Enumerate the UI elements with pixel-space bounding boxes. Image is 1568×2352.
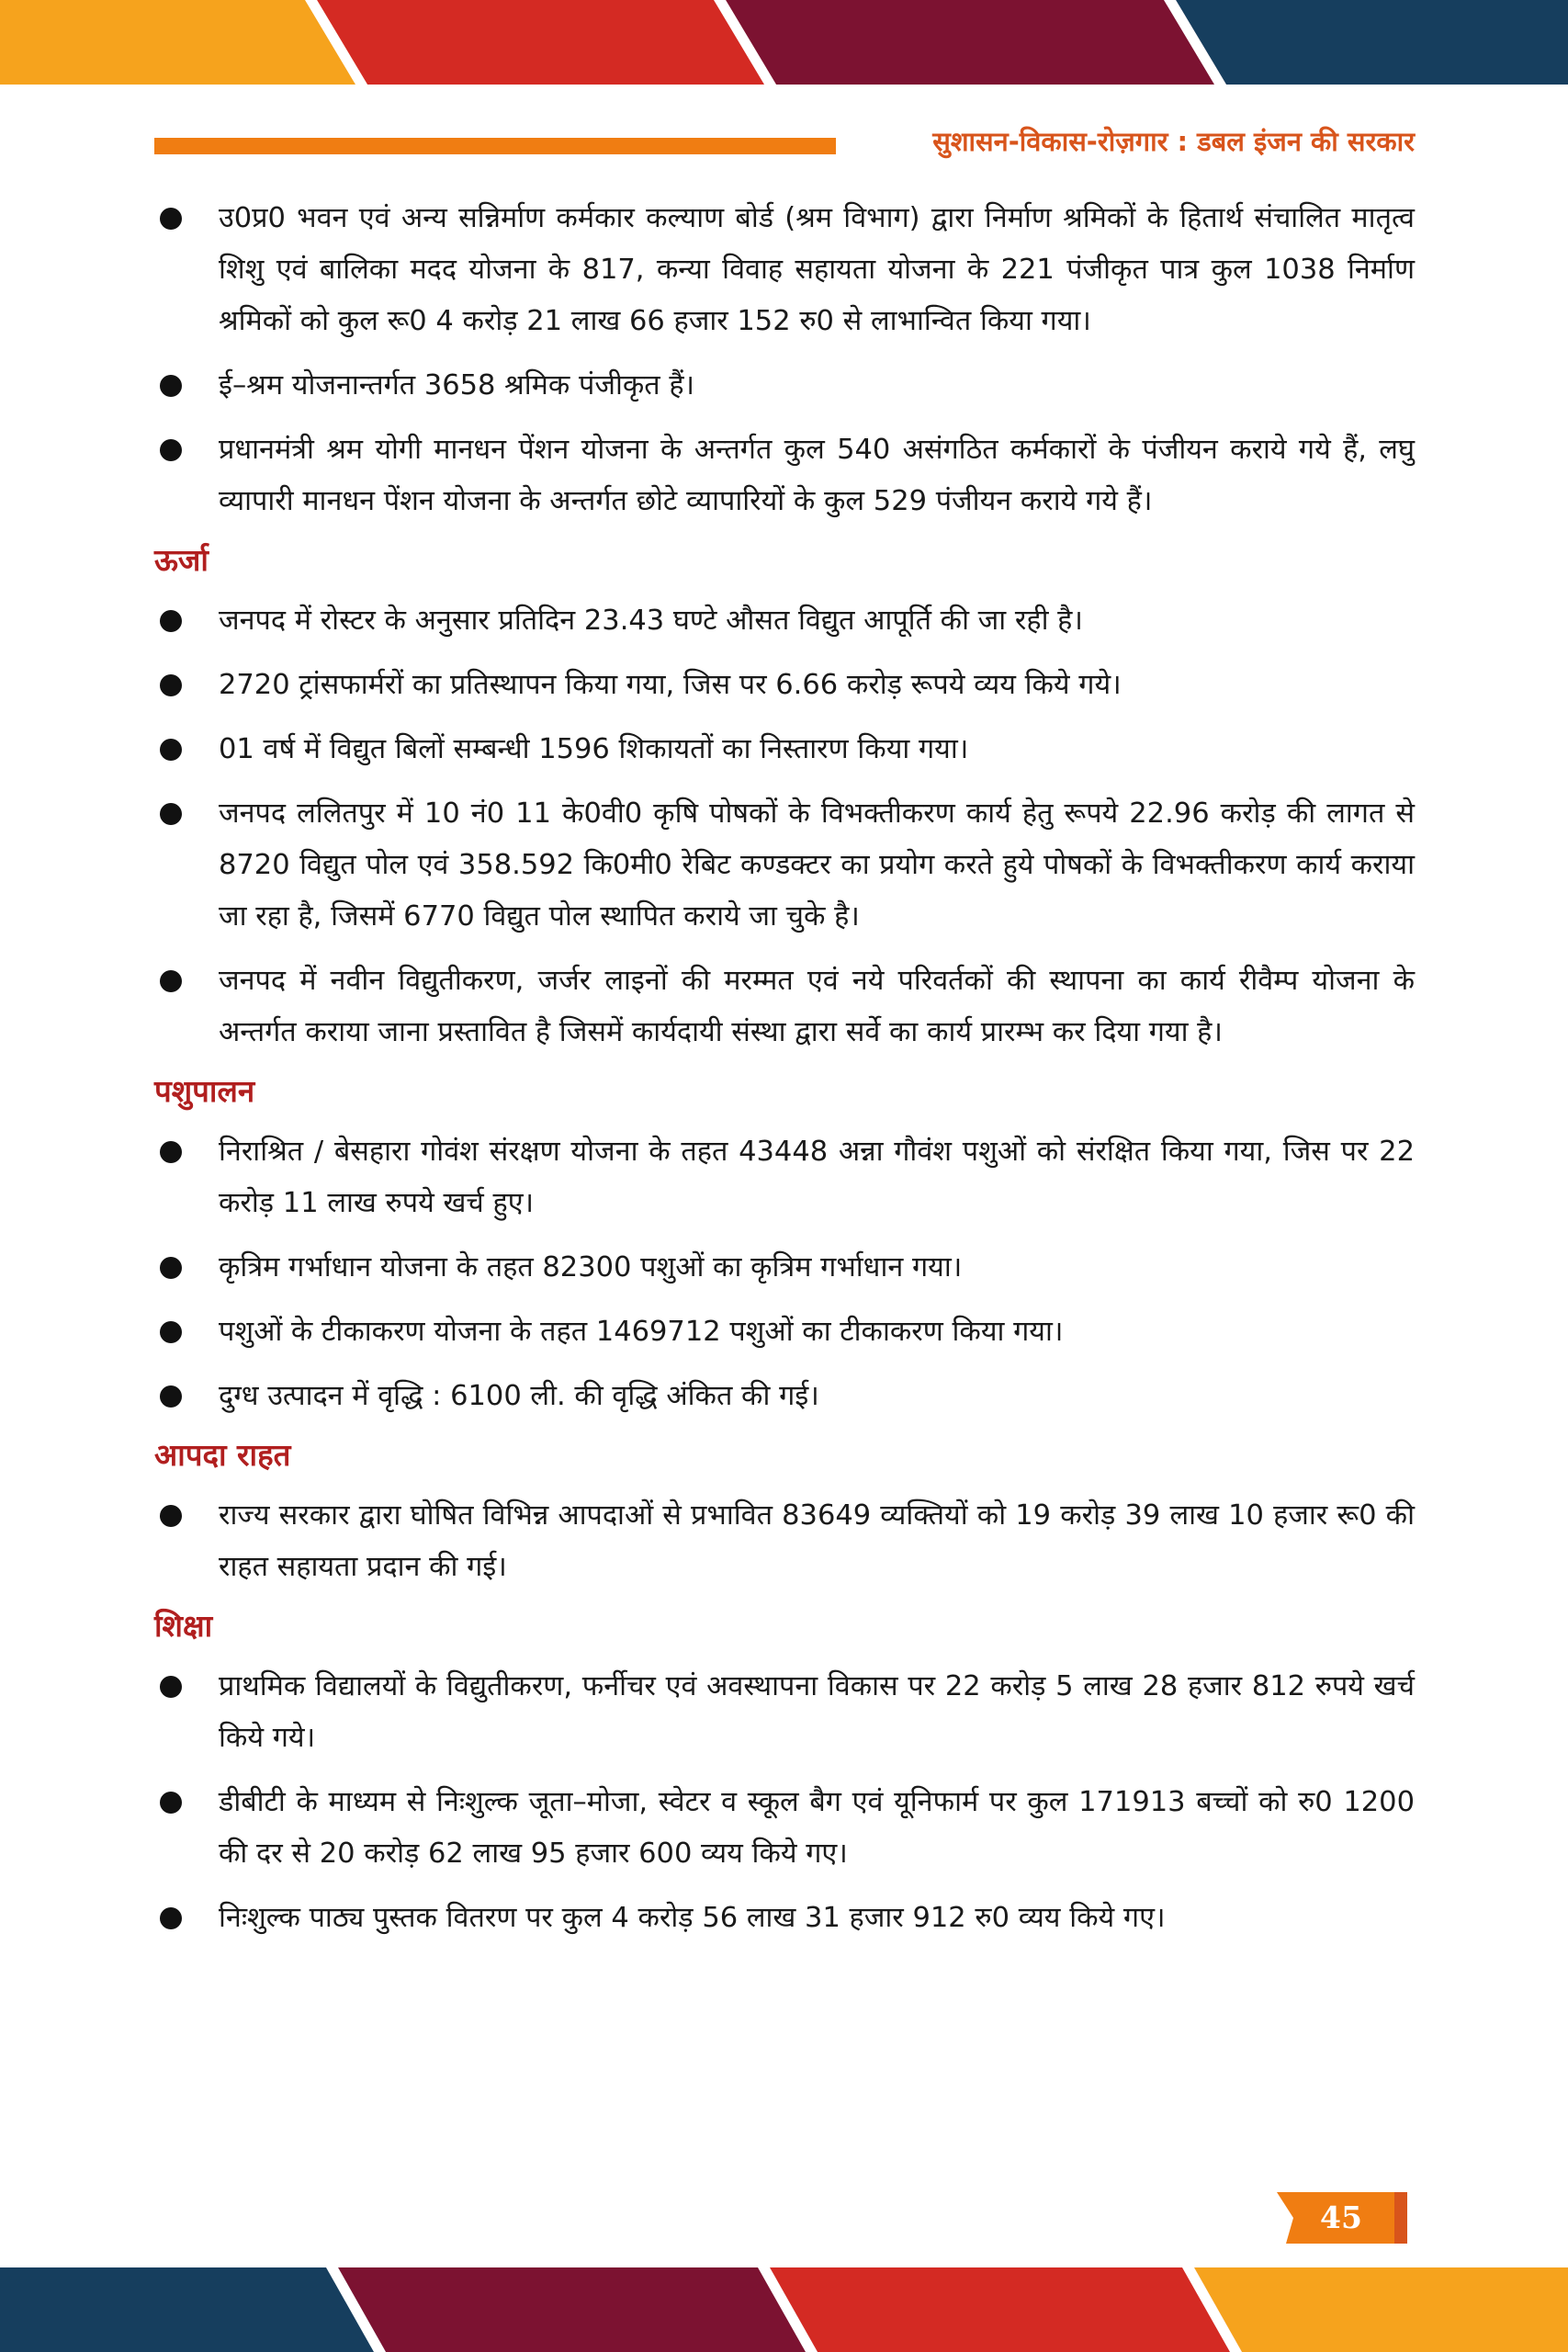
section-heading-animal-husbandry: पशुपालन [154,1073,255,1109]
running-header-title: सुशासन-विकास-रोज़गार : डबल इंजन की सरकार [932,126,1415,157]
bullet-icon [160,739,182,761]
disaster-relief-list [154,1490,1415,1593]
header-rule [154,138,836,154]
bullet-icon [160,610,182,632]
section-heading-education: शिक्षा [154,1608,213,1644]
bullet-icon [160,208,182,230]
list-item: जनपद में रोस्टर के अनुसार प्रतिदिन 23.43 घण्टे औसत विद्युत आपूर्ति की जा रही है। [154,595,1415,647]
list-item: उ0प्र0 भवन एवं अन्य सन्निर्माण कर्मकार कल्याण बोर्ड (श्रम विभाग) द्वारा निर्माण श्रमिकों के हितार्थ संचालित मातृत्व शिशु एवं बालिका मदद योजना के 817, कन्या विवाह सहायता योजना के 221 पंजीकृत पात्र कुल 1038 निर्माण श्रमिकों को कुल रू0 4 करोड़ 21 लाख 66 हजार 152 रु0 से लाभान्वित किया गया। [154,193,1415,347]
bullet-icon [160,1321,182,1343]
list-item: निःशुल्क पाठ्य पुस्तक वितरण पर कुल 4 करोड़ 56 लाख 31 हजार 912 रु0 व्यय किये गए। [154,1893,1415,1944]
top-decorative-band [0,0,1568,85]
bullet-icon [160,1505,182,1527]
page-number: 45 [1320,2199,1362,2235]
bullet-icon [160,1907,182,1929]
list-item: पशुओं के टीकाकरण योजना के तहत 1469712 पशुओं का टीकाकरण किया गया। [154,1306,1415,1358]
section-heading-disaster-relief: आपदा राहत [154,1437,291,1473]
energy-list [154,595,1415,1058]
bullet-icon [160,674,182,696]
bullet-icon [160,1257,182,1279]
bullet-icon [160,375,182,397]
list-item: जनपद में नवीन विद्युतीकरण, जर्जर लाइनों की मरम्मत एवं नये परिवर्तकों की स्थापना का कार्य रीवैम्प योजना के अन्तर्गत कराया जाना प्रस्तावित है जिसमें कार्यदायी संस्था द्वारा सर्वे का कार्य प्रारम्भ कर दिया गया है। [154,956,1415,1058]
list-item: जनपद ललितपुर में 10 नं0 11 के0वी0 कृषि पोषकों के विभक्तीकरण कार्य हेतु रूपये 22.96 करोड़ की लागत से 8720 विद्युत पोल एवं 358.592 कि0मी0 रेबिट कण्डक्टर का प्रयोग करते हुये पोषकों के विभक्तीकरण कार्य कराया जा रहा है, जिसमें 6770 विद्युत पोल स्थापित कराये जा चुके है। [154,788,1415,943]
education-list [154,1661,1415,1944]
list-item: प्रधानमंत्री श्रम योगी मानधन पेंशन योजना के अन्तर्गत कुल 540 असंगठित कर्मकारों के पंजीयन कराये गये हैं, लघु व्यापारी मानधन पेंशन योजना के अन्तर्गत छोटे व्यापारियों के कुल 529 पंजीयन कराये गये हैं। [154,424,1415,527]
list-item: डीबीटी के माध्यम से निःशुल्क जूता–मोजा, स्वेटर व स्कूल बैग एवं यूनिफार्म पर कुल 171913 बच्चों को रु0 1200 की दर से 20 करोड़ 62 लाख 95 हजार 600 व्यय किये गए। [154,1777,1415,1880]
bullet-icon [160,970,182,992]
bottom-decorative-band [0,2267,1568,2352]
bullet-icon [160,1792,182,1814]
bullet-icon [160,439,182,461]
intro-list [154,193,1415,527]
list-item: दुग्ध उत्पादन में वृद्धि : 6100 ली. की वृद्धि अंकित की गई। [154,1371,1415,1422]
bullet-icon [160,1141,182,1163]
section-heading-energy: ऊर्जा [154,542,209,578]
list-item: 2720 ट्रांसफार्मरों का प्रतिस्थापन किया गया, जिस पर 6.66 करोड़ रूपये व्यय किये गये। [154,660,1415,711]
animal-husbandry-list [154,1126,1415,1422]
list-item: राज्य सरकार द्वारा घोषित विभिन्न आपदाओं से प्रभावित 83649 व्यक्तियों को 19 करोड़ 39 लाख 10 हजार रू0 की राहत सहायता प्रदान की गई। [154,1490,1415,1593]
bullet-icon [160,803,182,825]
bullet-icon [160,1385,182,1408]
list-item: ई–श्रम योजनान्तर्गत 3658 श्रमिक पंजीकृत हैं। [154,360,1415,412]
list-item: 01 वर्ष में विद्युत बिलों सम्बन्धी 1596 शिकायतों का निस्तारण किया गया। [154,724,1415,775]
page-content [154,193,1415,1957]
bullet-icon [160,1676,182,1698]
list-item: निराश्रित / बेसहारा गोवंश संरक्षण योजना के तहत 43448 अन्ना गौवंश पशुओं को संरक्षित किया गया, जिस पर 22 करोड़ 11 लाख रुपये खर्च हुए। [154,1126,1415,1229]
list-item: कृत्रिम गर्भाधान योजना के तहत 82300 पशुओं का कृत्रिम गर्भाधान गया। [154,1242,1415,1294]
list-item: प्राथमिक विद्यालयों के विद्युतीकरण, फर्नीचर एवं अवस्थापना विकास पर 22 करोड़ 5 लाख 28 हजार 812 रुपये खर्च किये गये। [154,1661,1415,1764]
